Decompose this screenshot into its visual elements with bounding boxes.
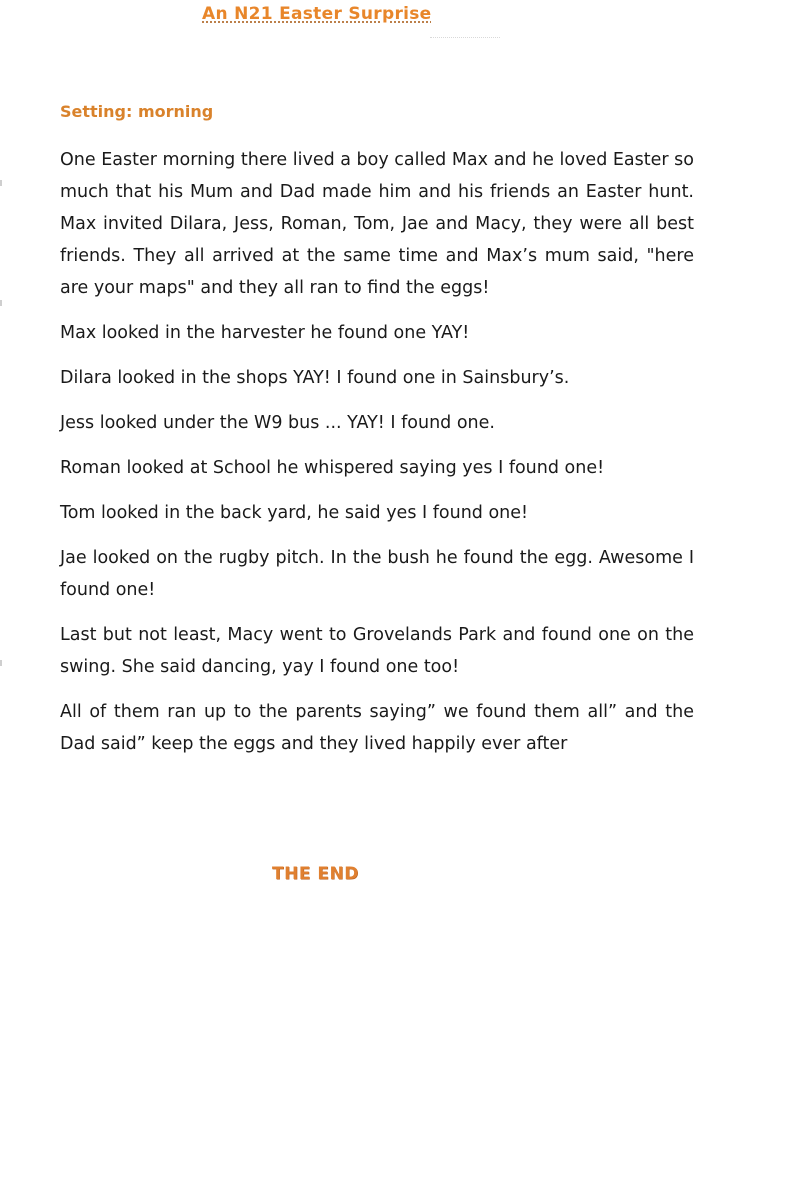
story-paragraph: Last but not least, Macy went to Grovelands Park and found one on the swing. She said dancing, yay I found one too!	[60, 625, 694, 677]
story-paragraph: All of them ran up to the parents saying” we found them all” and the Dad said” keep the eggs and they lived happily ever after	[60, 702, 694, 754]
page-edge-mark	[0, 660, 2, 666]
story-paragraph: One Easter morning there lived a boy called Max and he loved Easter so much that his Mum and Dad made him and his friends an Easter hunt. Max invited Dilara, Jess, Roman, Tom, Jae and Macy, they were all best friends. They all arrived at the same time and Max’s mum said, "here are your maps" and they all ran to find the eggs!	[60, 150, 694, 298]
story-paragraph: Jae looked on the rugby pitch. In the bush he found the egg. Awesome I found one!	[60, 548, 694, 600]
document-title: An N21 Easter Surprise	[202, 4, 432, 24]
story-body	[60, 144, 694, 773]
page-edge-mark	[0, 300, 2, 306]
story-paragraph: Max looked in the harvester he found one YAY!	[60, 323, 470, 343]
setting-heading: Setting: morning	[60, 102, 214, 121]
story-paragraph: Jess looked under the W9 bus ... YAY! I found one.	[60, 413, 495, 433]
title-underline-rule	[430, 37, 500, 38]
story-paragraph: Roman looked at School he whispered saying yes I found one!	[60, 458, 605, 478]
story-paragraph: Tom looked in the back yard, he said yes I found one!	[60, 503, 529, 523]
the-end-heading: THE END	[272, 864, 359, 884]
story-paragraph: Dilara looked in the shops YAY! I found one in Sainsbury’s.	[60, 368, 570, 388]
page-edge-mark	[0, 180, 2, 186]
